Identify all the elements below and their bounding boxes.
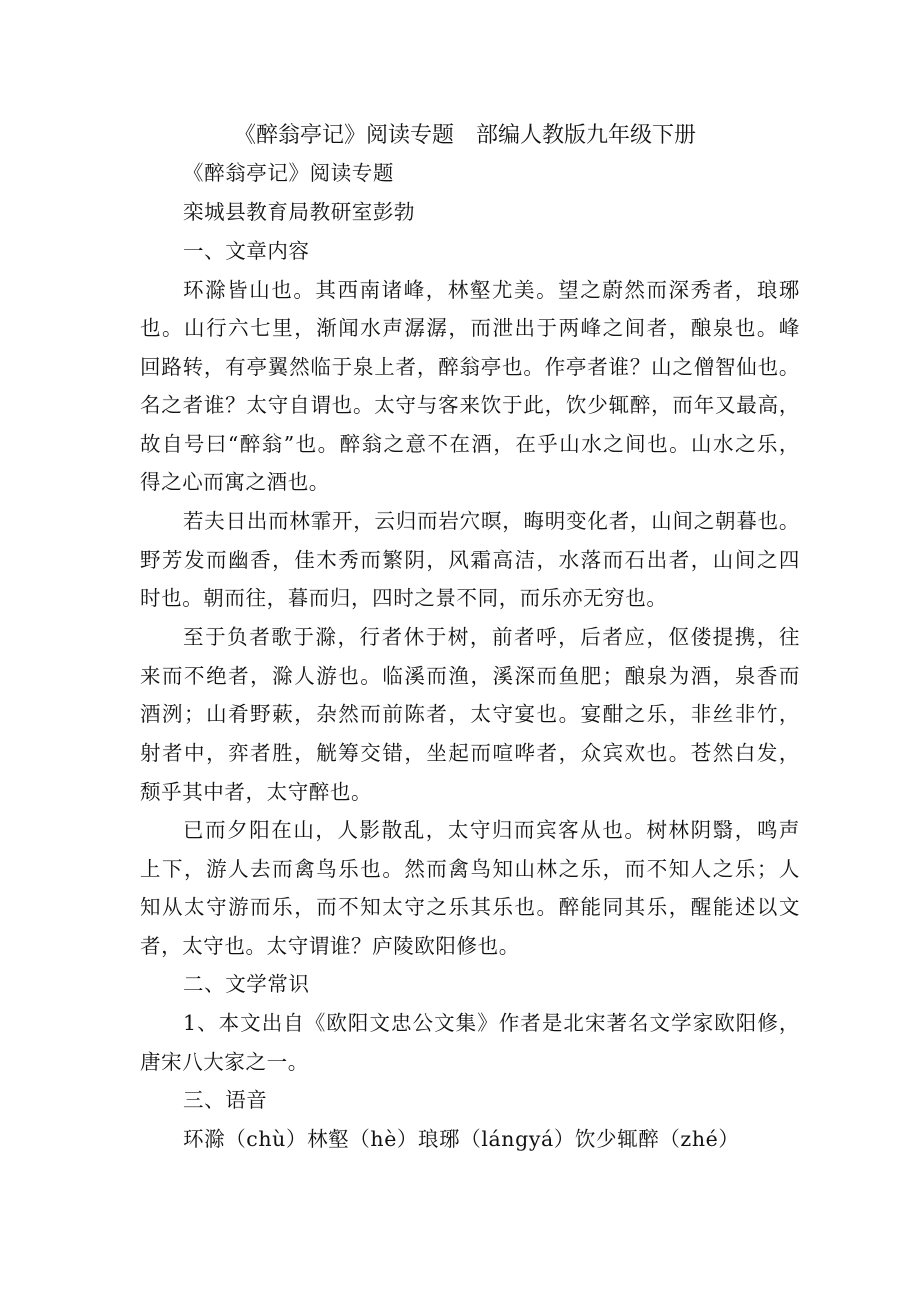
author-line: 栾城县教育局教研室彭勃 [183,200,416,224]
paragraph-line: 已而夕阳在山，人影散乱，太守归而宾客从也。树林阴翳，鸣声 [183,818,800,842]
paragraph-line: 者，太守也。太守谓谁？庐陵欧阳修也。 [140,934,520,958]
paragraph-line: 颓乎其中者，太守醉也。 [140,780,373,804]
paragraph-line: 野芳发而幽香，佳木秀而繁阴，风霜高洁，水落而石出者，山间之四 [140,548,800,572]
paragraph-line: 环滁皆山也。其西南诸峰，林壑尤美。望之蔚然而深秀者，琅琊 [183,278,800,302]
paragraph-line: 1、本文出自《欧阳文忠公文集》作者是北宋著名文学家欧阳修， [183,1011,800,1035]
paragraph-line: 名之者谁？太守自谓也。太守与客来饮于此，饮少辄醉，而年又最高， [140,393,800,417]
paragraph-line: 上下，游人去而禽鸟乐也。然而禽鸟知山林之乐，而不知人之乐；人 [140,857,800,881]
paragraph-line: 至于负者歌于滁，行者休于树，前者呼，后者应，伛偻提携，往 [183,625,800,649]
paragraph-line: 也。山行六七里，渐闻水声潺潺，而泄出于两峰之间者，酿泉也。峰 [140,316,800,340]
paragraph-line: 知从太守游而乐，而不知太守之乐其乐也。醉能同其乐，醒能述以文 [140,895,800,919]
paragraph-line: 时也。朝而往，暮而归，四时之景不同，而乐亦无穷也。 [140,586,668,610]
paragraph-line: 射者中，弈者胜，觥筹交错，坐起而喧哗者，众宾欢也。苍然白发， [140,741,800,765]
paragraph-line: 得之心而寓之酒也。 [140,470,330,494]
section-heading-pronunciation: 三、语音 [183,1088,268,1112]
paragraph-line: 回路转，有亭翼然临于泉上者，醉翁亭也。作亭者谁？山之僧智仙也。 [140,355,800,379]
paragraph-line: 故自号曰“醉翁”也。醉翁之意不在酒，在乎山水之间也。山水之乐， [140,432,800,456]
subtitle: 《醉翁亭记》阅读专题 [183,161,394,185]
section-heading-content: 一、文章内容 [183,239,310,263]
page-title: 《醉翁亭记》阅读专题 部编人教版九年级下册 [233,123,696,148]
section-heading-literature: 二、文学常识 [183,972,310,996]
paragraph-line: 来而不绝者，滁人游也。临溪而渔，溪深而鱼肥；酿泉为酒，泉香而 [140,664,800,688]
paragraph-line: 若夫日出而林霏开，云归而岩穴暝，晦明变化者，山间之朝暮也。 [183,509,800,533]
paragraph-line: 酒洌；山肴野蔌，杂然而前陈者，太守宴也。宴酣之乐，非丝非竹， [140,702,800,726]
paragraph-line: 唐宋八大家之一。 [140,1050,309,1074]
pronunciation-line: 环滁（chù）林壑（hè）琅琊（lángyá）饮少辄醉（zhé） [183,1127,740,1151]
